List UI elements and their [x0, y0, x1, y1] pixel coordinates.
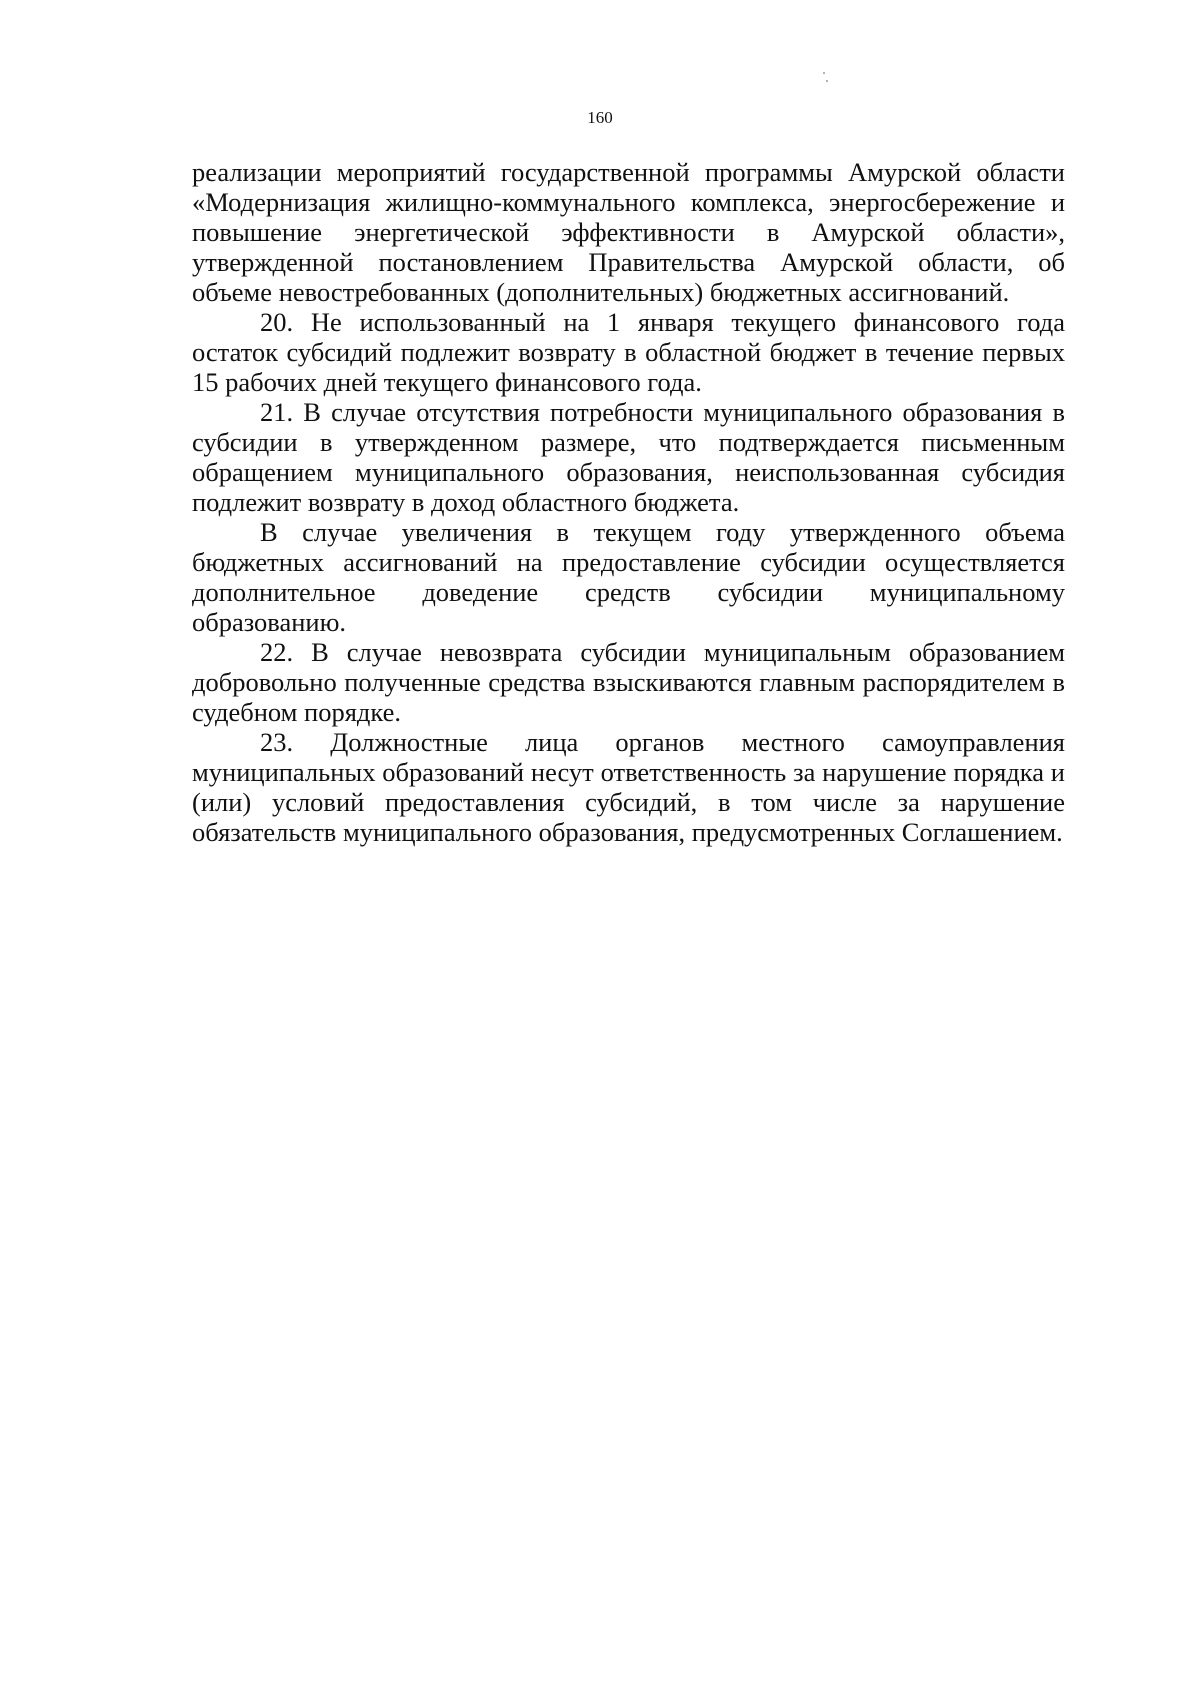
paragraph-item-22: 22. В случае невозврата субсидии муниципальным образованием добровольно полученные средства взыскиваются главным распорядителем в судебном порядке.	[192, 637, 1065, 727]
paragraph-line: объеме невостребованных (дополнительных) бюджетных ассигнований.	[192, 277, 1010, 307]
document-body	[192, 157, 1065, 847]
paragraph-line: утвержденной постановлением Правительства Амурской области, об	[192, 247, 1065, 277]
paragraph-budget-increase: В случае увеличения в текущем году утвержденного объема бюджетных ассигнований на предоставление субсидии осуществляется дополнительное доведение средств субсидии муниципальному образованию.	[192, 517, 1065, 637]
paragraph-line: «Модернизация жилищно-коммунального комплекса, энергосбережение и	[192, 187, 1065, 217]
paragraph-item-21: 21. В случае отсутствия потребности муниципального образования в субсидии в утвержденном размере, что подтверждается письменным обращением муниципального образования, неиспользованная субсидия подлежит возврату в доход областного бюджета.	[192, 397, 1065, 517]
paragraph-line: реализации мероприятий государственной программы Амурской области	[192, 157, 1065, 187]
paragraph-item-23: 23. Должностные лица органов местного самоуправления муниципальных образований несут ответственность за нарушение порядка и (или) условий предоставления субсидий, в том числе за нарушение обязательств муниципального образования, предусмотренных Соглашением.	[192, 727, 1065, 847]
paragraph-item-20: 20. Не использованный на 1 января текущего финансового года остаток субсидий подлежит возврату в областной бюджет в течение первых 15 рабочих дней текущего финансового года.	[192, 307, 1065, 397]
page-number: 160	[587, 108, 613, 127]
paragraph-line: повышение энергетической эффективности в Амурской области»,	[192, 217, 1065, 247]
scan-speck	[826, 80, 828, 82]
scan-speck	[823, 72, 825, 74]
